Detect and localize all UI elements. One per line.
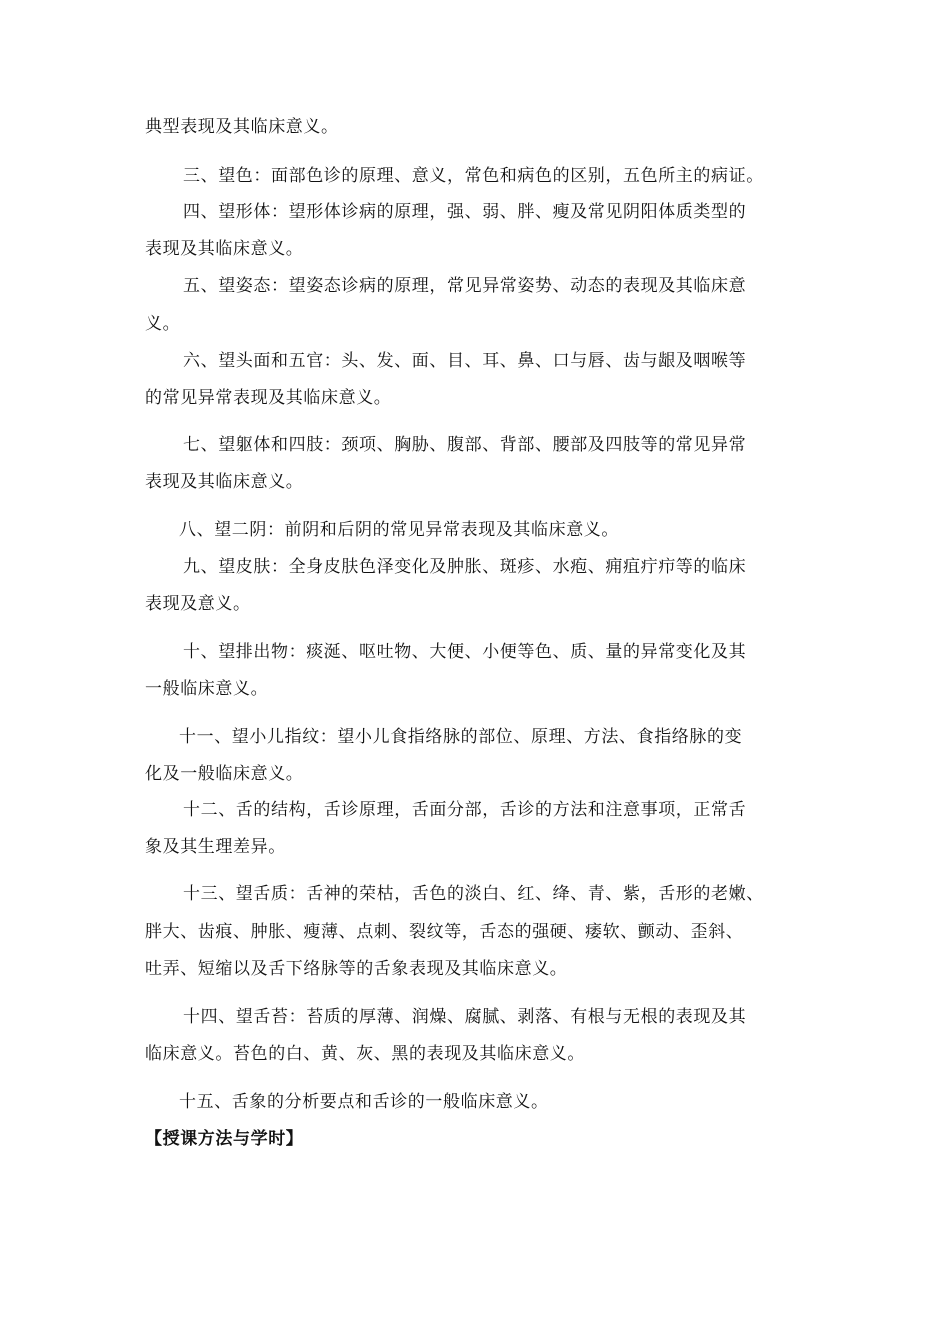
- text-line: 十二、舌的结构，舌诊原理，舌面分部，舌诊的方法和注意事项，正常舌: [183, 800, 747, 820]
- text-line: 七、望躯体和四肢：颈项、胸胁、腹部、背部、腰部及四肢等的常见异常: [183, 435, 747, 455]
- text-line: 胖大、齿痕、肿胀、瘦薄、点刺、裂纹等，舌态的强硬、痿软、颤动、歪斜、: [145, 922, 744, 942]
- text-line: 十五、舌象的分析要点和舌诊的一般临床意义。: [179, 1092, 549, 1112]
- text-line: 典型表现及其临床意义。: [145, 117, 339, 137]
- text-line: 临床意义。苔色的白、黄、灰、黑的表现及其临床意义。: [145, 1044, 585, 1064]
- text-line: 表现及其临床意义。: [145, 472, 304, 492]
- text-line: 义。: [145, 314, 181, 334]
- text-line: 五、望姿态：望姿态诊病的原理，常见异常姿势、动态的表现及其临床意: [183, 276, 747, 296]
- text-line: 的常见异常表现及其临床意义。: [145, 388, 392, 408]
- text-line: 表现及其临床意义。: [145, 239, 304, 259]
- text-line: 十三、望舌质：舌神的荣枯，舌色的淡白、红、绛、青、紫，舌形的老嫩、: [183, 884, 764, 904]
- text-line: 六、望头面和五官：头、发、面、目、耳、鼻、口与唇、齿与龈及咽喉等: [183, 351, 747, 371]
- text-line: 象及其生理差异。: [145, 837, 286, 857]
- text-line: 表现及意义。: [145, 594, 251, 614]
- text-line: 吐弄、短缩以及舌下络脉等的舌象表现及其临床意义。: [145, 959, 568, 979]
- text-line: 化及一般临床意义。: [145, 764, 304, 784]
- text-line: 九、望皮肤：全身皮肤色泽变化及肿胀、斑疹、水疱、痈疽疔疖等的临床: [183, 557, 747, 577]
- text-line: 一般临床意义。: [145, 679, 269, 699]
- text-line: 三、望色：面部色诊的原理、意义，常色和病色的区别，五色所主的病证。: [183, 166, 764, 186]
- text-line: 十一、望小儿指纹：望小儿食指络脉的部位、原理、方法、食指络脉的变: [179, 727, 743, 747]
- text-line: 四、望形体：望形体诊病的原理，强、弱、胖、瘦及常见阴阳体质类型的: [183, 202, 747, 222]
- text-line: 十四、望舌苔：苔质的厚薄、润燥、腐腻、剥落、有根与无根的表现及其: [183, 1007, 747, 1027]
- section-heading: 【授课方法与学时】: [145, 1129, 304, 1149]
- text-line: 八、望二阴：前阴和后阴的常见异常表现及其临床意义。: [179, 520, 619, 540]
- text-line: 十、望排出物：痰涎、呕吐物、大便、小便等色、质、量的异常变化及其: [183, 642, 747, 662]
